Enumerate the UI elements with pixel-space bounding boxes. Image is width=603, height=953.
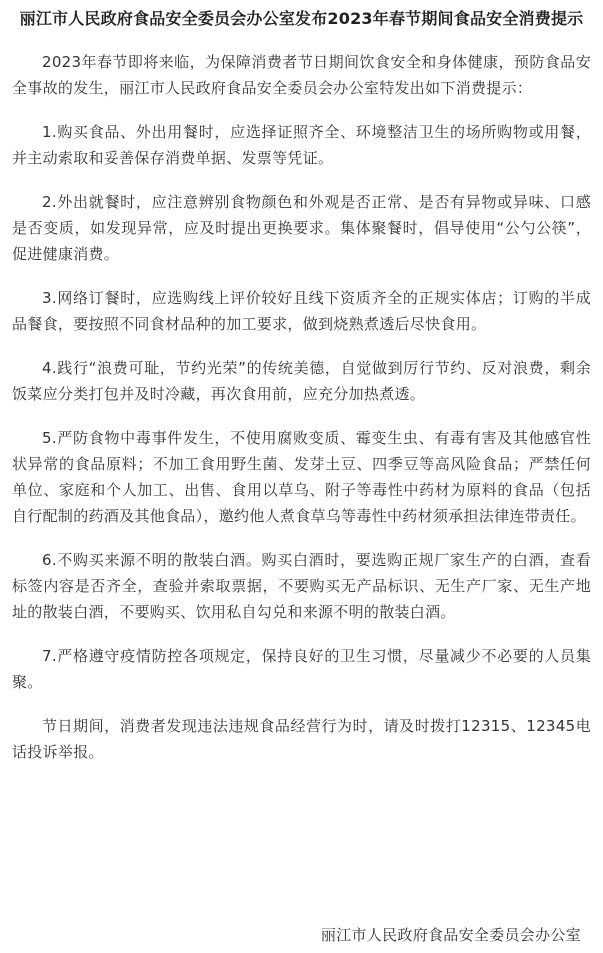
tip-paragraph-3: 3.网络订餐时，应选购线上评价较好且线下资质齐全的正规实体店；订购的半成品餐食，要按照不同食材品种的加工要求，做到烧熟煮透后尽快食用。 [12,289,591,333]
tip-paragraph-5: 5.严防食物中毒事件发生，不使用腐败变质、霉变生虫、有毒有害及其他感官性状异常的食品原料；不加工食用野生菌、发芽土豆、四季豆等高风险食品；严禁任何单位、家庭和个人加工、出售、食用以草乌、附子等毒性中药材为原料的食品（包括自行配制的药酒及其他食品），邀约他人煮食草乌等毒性中药材须承担法律连带责任。 [12,429,591,525]
tip-paragraph-6: 6.不购买来源不明的散装白酒。购买白酒时，要选购正规厂家生产的白酒，查看标签内容是否齐全，查验并索取票据，不要购买无产品标识、无生产厂家、无生产地址的散装白酒，不要购买、饮用私自勾兑和来源不明的散装白酒。 [12,551,591,621]
article-body [12,49,591,765]
tip-paragraph-1: 1.购买食品、外出用餐时，应选择证照齐全、环境整洁卫生的场所购物或用餐，并主动索取和妥善保存消费单据、发票等凭证。 [12,123,591,167]
tip-paragraph-2: 2.外出就餐时，应注意辨别食物颜色和外观是否正常、是否有异物或异味、口感是否变质，如发现异常，应及时提出更换要求。集体聚餐时，倡导使用“公勺公筷”，促进健康消费。 [12,193,591,263]
tip-paragraph-7: 7.严格遵守疫情防控各项规定，保持良好的卫生习惯，尽量减少不必要的人员集聚。 [12,647,591,691]
intro-paragraph: 2023年春节即将来临，为保障消费者节日期间饮食安全和身体健康，预防食品安全事故的发生，丽江市人民政府食品安全委员会办公室特发出如下消费提示： [12,53,591,97]
signature: 丽江市人民政府食品安全委员会办公室 [320,926,581,944]
closing-paragraph: 节日期间，消费者发现违法违规食品经营行为时，请及时拨打12315、12345电话投诉举报。 [12,717,591,761]
article-title: 丽江市人民政府食品安全委员会办公室发布2023年春节期间食品安全消费提示 [19,9,584,28]
tip-paragraph-4: 4.践行“浪费可耻，节约光荣”的传统美德，自觉做到厉行节约、反对浪费，剩余饭菜应分类打包并及时冷藏，再次食用前，应充分加热煮透。 [12,359,591,403]
